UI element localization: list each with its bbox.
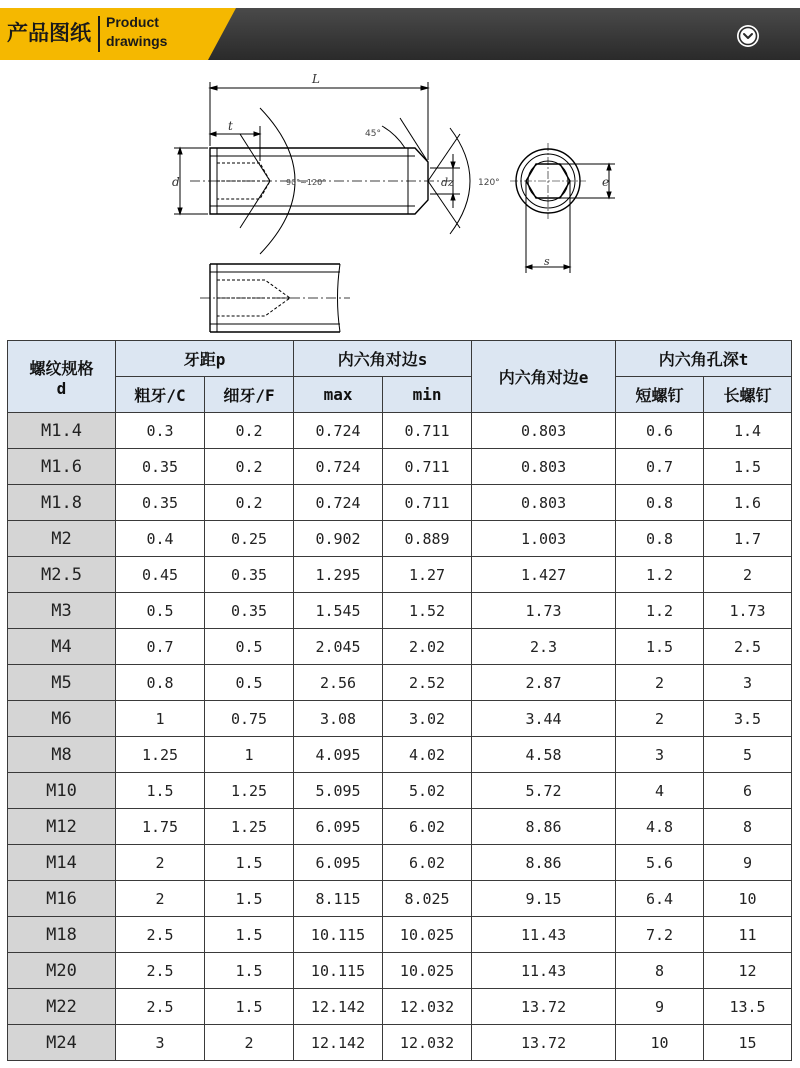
- cell-pitch-fine: 2: [205, 1025, 294, 1061]
- cell-depth-short: 0.8: [616, 521, 704, 557]
- cell-pitch-fine: 0.25: [205, 521, 294, 557]
- cell-hex-e: 3.44: [472, 701, 616, 737]
- cell-hex-e: 11.43: [472, 953, 616, 989]
- cell-depth-long: 1.5: [704, 449, 792, 485]
- cell-hex-s-max: 10.115: [294, 917, 383, 953]
- cell-pitch-fine: 1.5: [205, 989, 294, 1025]
- cell-pitch-coarse: 2: [116, 881, 205, 917]
- cell-hex-s-min: 6.02: [383, 845, 472, 881]
- cell-depth-long: 2: [704, 557, 792, 593]
- label-90-120-deg: 90°~120°: [286, 178, 327, 187]
- cell-hex-s-min: 4.02: [383, 737, 472, 773]
- cell-depth-short: 1.2: [616, 557, 704, 593]
- table-row: [8, 521, 792, 557]
- cell-pitch-coarse: 0.45: [116, 557, 205, 593]
- header-pitch-fine: 细牙/F: [205, 377, 294, 413]
- cell-hex-s-min: 3.02: [383, 701, 472, 737]
- header-hex-e: 内六角对边e: [472, 341, 616, 413]
- cell-pitch-coarse: 2.5: [116, 989, 205, 1025]
- cell-thread-size: M2.5: [8, 557, 116, 593]
- cell-depth-long: 10: [704, 881, 792, 917]
- cell-pitch-fine: 0.2: [205, 413, 294, 449]
- cell-thread-size: M6: [8, 701, 116, 737]
- cell-pitch-coarse: 2.5: [116, 917, 205, 953]
- cell-hex-s-min: 0.889: [383, 521, 472, 557]
- header-thread-size-line1: 螺纹规格: [29, 358, 94, 378]
- cell-pitch-coarse: 1.5: [116, 773, 205, 809]
- cell-pitch-fine: 1.5: [205, 917, 294, 953]
- cell-pitch-fine: 0.2: [205, 449, 294, 485]
- cell-hex-s-min: 2.52: [383, 665, 472, 701]
- cell-depth-long: 6: [704, 773, 792, 809]
- label-e: e: [602, 175, 610, 189]
- cell-hex-s-max: 12.142: [294, 1025, 383, 1061]
- cell-hex-e: 8.86: [472, 845, 616, 881]
- cell-hex-s-max: 2.56: [294, 665, 383, 701]
- cell-hex-s-min: 1.52: [383, 593, 472, 629]
- cell-depth-long: 1.73: [704, 593, 792, 629]
- cell-depth-short: 10: [616, 1025, 704, 1061]
- spec-table-body: [8, 413, 792, 1061]
- cell-depth-short: 1.5: [616, 629, 704, 665]
- cell-hex-e: 8.86: [472, 809, 616, 845]
- cell-hex-s-min: 12.032: [383, 989, 472, 1025]
- cell-hex-e: 2.87: [472, 665, 616, 701]
- header-pitch: 牙距p: [116, 341, 294, 377]
- table-row: [8, 917, 792, 953]
- cell-hex-e: 1.427: [472, 557, 616, 593]
- cell-depth-long: 12: [704, 953, 792, 989]
- table-row: [8, 449, 792, 485]
- cell-depth-long: 1.6: [704, 485, 792, 521]
- table-row: [8, 773, 792, 809]
- cell-hex-s-min: 1.27: [383, 557, 472, 593]
- cell-pitch-coarse: 0.4: [116, 521, 205, 557]
- cell-depth-short: 4.8: [616, 809, 704, 845]
- cell-depth-short: 8: [616, 953, 704, 989]
- header-hex-s-max: max: [294, 377, 383, 413]
- cell-hex-s-min: 12.032: [383, 1025, 472, 1061]
- cell-pitch-fine: 0.35: [205, 593, 294, 629]
- cell-hex-s-max: 12.142: [294, 989, 383, 1025]
- cell-pitch-fine: 1: [205, 737, 294, 773]
- cell-hex-s-max: 3.08: [294, 701, 383, 737]
- cell-depth-long: 1.4: [704, 413, 792, 449]
- cell-thread-size: M3: [8, 593, 116, 629]
- table-row: [8, 593, 792, 629]
- cell-pitch-coarse: 0.5: [116, 593, 205, 629]
- cell-depth-long: 9: [704, 845, 792, 881]
- cell-pitch-coarse: 1.25: [116, 737, 205, 773]
- label-120-deg: 120°: [478, 178, 500, 188]
- cell-pitch-fine: 0.35: [205, 557, 294, 593]
- cell-hex-e: 2.3: [472, 629, 616, 665]
- cell-hex-s-max: 0.902: [294, 521, 383, 557]
- cell-hex-s-max: 1.295: [294, 557, 383, 593]
- chevron-down-circle-icon[interactable]: [737, 25, 759, 47]
- banner-title-cn: 产品图纸: [7, 20, 91, 45]
- cell-thread-size: M22: [8, 989, 116, 1025]
- table-row: [8, 485, 792, 521]
- cell-depth-long: 3.5: [704, 701, 792, 737]
- cell-hex-e: 4.58: [472, 737, 616, 773]
- cell-pitch-fine: 1.5: [205, 845, 294, 881]
- cell-hex-s-min: 2.02: [383, 629, 472, 665]
- table-row: [8, 881, 792, 917]
- cell-hex-s-max: 1.545: [294, 593, 383, 629]
- cell-thread-size: M20: [8, 953, 116, 989]
- cell-depth-long: 2.5: [704, 629, 792, 665]
- table-row: [8, 701, 792, 737]
- cell-depth-long: 11: [704, 917, 792, 953]
- cell-thread-size: M8: [8, 737, 116, 773]
- cell-pitch-coarse: 0.3: [116, 413, 205, 449]
- cell-hex-s-max: 5.095: [294, 773, 383, 809]
- table-row: [8, 557, 792, 593]
- cell-depth-short: 5.6: [616, 845, 704, 881]
- label-L: L: [312, 72, 320, 86]
- cell-pitch-coarse: 2.5: [116, 953, 205, 989]
- cell-pitch-fine: 0.5: [205, 629, 294, 665]
- table-row: [8, 989, 792, 1025]
- cell-thread-size: M4: [8, 629, 116, 665]
- cell-thread-size: M12: [8, 809, 116, 845]
- cell-pitch-coarse: 1.75: [116, 809, 205, 845]
- label-dz: dz: [441, 176, 454, 189]
- cell-thread-size: M1.6: [8, 449, 116, 485]
- cell-hex-s-max: 0.724: [294, 413, 383, 449]
- cell-pitch-fine: 1.25: [205, 809, 294, 845]
- cell-hex-s-min: 5.02: [383, 773, 472, 809]
- cell-hex-s-min: 8.025: [383, 881, 472, 917]
- cell-pitch-coarse: 3: [116, 1025, 205, 1061]
- cell-depth-short: 0.7: [616, 449, 704, 485]
- cell-thread-size: M14: [8, 845, 116, 881]
- table-row: [8, 665, 792, 701]
- cell-hex-e: 0.803: [472, 413, 616, 449]
- cell-depth-long: 3: [704, 665, 792, 701]
- cell-depth-short: 2: [616, 665, 704, 701]
- cell-thread-size: M1.8: [8, 485, 116, 521]
- cell-hex-s-max: 8.115: [294, 881, 383, 917]
- header-thread-size-line2: d: [56, 378, 67, 398]
- table-row: [8, 629, 792, 665]
- cell-depth-long: 8: [704, 809, 792, 845]
- cell-depth-short: 9: [616, 989, 704, 1025]
- cell-depth-short: 3: [616, 737, 704, 773]
- header-depth-short: 短螺钉: [616, 377, 704, 413]
- cell-hex-s-max: 10.115: [294, 953, 383, 989]
- cell-thread-size: M18: [8, 917, 116, 953]
- cell-depth-long: 15: [704, 1025, 792, 1061]
- header-banner: [0, 8, 800, 60]
- cell-pitch-fine: 0.2: [205, 485, 294, 521]
- cell-depth-short: 6.4: [616, 881, 704, 917]
- cell-thread-size: M10: [8, 773, 116, 809]
- spec-table: [7, 340, 792, 1061]
- banner-title-en-line1: Product: [106, 14, 159, 30]
- cell-pitch-coarse: 0.35: [116, 449, 205, 485]
- cell-hex-s-min: 0.711: [383, 449, 472, 485]
- cell-pitch-fine: 1.5: [205, 953, 294, 989]
- header-hex-s: 内六角对边s: [294, 341, 472, 377]
- cell-hex-s-max: 0.724: [294, 449, 383, 485]
- cell-thread-size: M5: [8, 665, 116, 701]
- cell-hex-s-max: 6.095: [294, 809, 383, 845]
- cell-hex-s-min: 6.02: [383, 809, 472, 845]
- cell-hex-s-max: 4.095: [294, 737, 383, 773]
- cell-hex-e: 11.43: [472, 917, 616, 953]
- cell-hex-s-min: 10.025: [383, 917, 472, 953]
- cell-hex-s-max: 0.724: [294, 485, 383, 521]
- cell-depth-short: 7.2: [616, 917, 704, 953]
- banner-divider: [98, 16, 100, 52]
- header-depth-long: 长螺钉: [704, 377, 792, 413]
- table-row: [8, 413, 792, 449]
- cell-hex-e: 9.15: [472, 881, 616, 917]
- cell-hex-s-min: 0.711: [383, 485, 472, 521]
- cell-depth-long: 1.7: [704, 521, 792, 557]
- cell-thread-size: M1.4: [8, 413, 116, 449]
- header-hex-depth: 内六角孔深t: [616, 341, 792, 377]
- cell-thread-size: M16: [8, 881, 116, 917]
- cell-pitch-fine: 1.5: [205, 881, 294, 917]
- cell-hex-e: 0.803: [472, 485, 616, 521]
- cell-pitch-coarse: 0.35: [116, 485, 205, 521]
- cell-pitch-fine: 0.75: [205, 701, 294, 737]
- label-45-deg: 45°: [365, 129, 381, 139]
- table-row: [8, 737, 792, 773]
- cell-pitch-coarse: 1: [116, 701, 205, 737]
- cell-pitch-coarse: 0.8: [116, 665, 205, 701]
- table-row: [8, 1025, 792, 1061]
- cell-depth-short: 4: [616, 773, 704, 809]
- cell-hex-e: 1.73: [472, 593, 616, 629]
- cell-hex-s-max: 2.045: [294, 629, 383, 665]
- set-screw-drawing: [160, 68, 640, 338]
- table-row: [8, 809, 792, 845]
- label-d: d: [172, 175, 180, 189]
- header-thread-size: [8, 341, 116, 413]
- cell-depth-short: 1.2: [616, 593, 704, 629]
- cell-hex-e: 0.803: [472, 449, 616, 485]
- header-pitch-coarse: 粗牙/C: [116, 377, 205, 413]
- cell-depth-short: 2: [616, 701, 704, 737]
- table-row: [8, 953, 792, 989]
- cell-hex-s-min: 10.025: [383, 953, 472, 989]
- banner-title-en-line2: drawings: [106, 33, 168, 49]
- cell-thread-size: M2: [8, 521, 116, 557]
- cell-depth-long: 13.5: [704, 989, 792, 1025]
- cell-pitch-fine: 0.5: [205, 665, 294, 701]
- cell-pitch-fine: 1.25: [205, 773, 294, 809]
- table-row: [8, 845, 792, 881]
- label-t: t: [228, 119, 233, 133]
- cell-hex-e: 5.72: [472, 773, 616, 809]
- cell-depth-short: 0.6: [616, 413, 704, 449]
- cell-hex-e: 13.72: [472, 1025, 616, 1061]
- cell-hex-e: 13.72: [472, 989, 616, 1025]
- header-hex-s-min: min: [383, 377, 472, 413]
- cell-pitch-coarse: 0.7: [116, 629, 205, 665]
- cell-depth-short: 0.8: [616, 485, 704, 521]
- cell-pitch-coarse: 2: [116, 845, 205, 881]
- cell-hex-e: 1.003: [472, 521, 616, 557]
- label-s: s: [544, 255, 550, 268]
- cell-hex-s-min: 0.711: [383, 413, 472, 449]
- cell-hex-s-max: 6.095: [294, 845, 383, 881]
- cell-depth-long: 5: [704, 737, 792, 773]
- cell-thread-size: M24: [8, 1025, 116, 1061]
